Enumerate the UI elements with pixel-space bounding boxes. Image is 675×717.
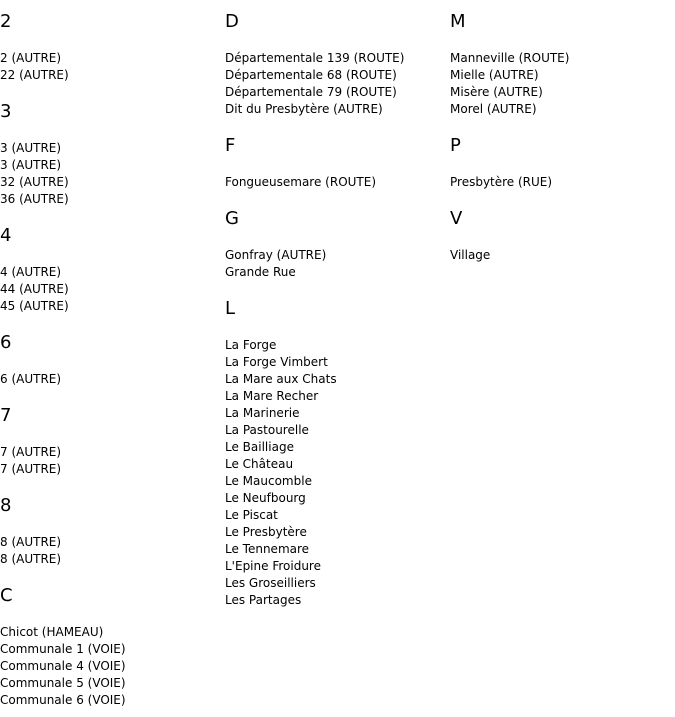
street-link[interactable]: Communale 6 (VOIE) bbox=[0, 693, 126, 707]
street-link[interactable]: Communale 1 (VOIE) bbox=[0, 642, 126, 656]
letter-heading: 8 bbox=[0, 495, 12, 516]
letter-heading: D bbox=[225, 11, 239, 32]
street-link[interactable]: Le Tennemare bbox=[225, 542, 310, 556]
street-link[interactable]: Morel (AUTRE) bbox=[450, 102, 537, 116]
street-list bbox=[0, 624, 220, 709]
street-list-item bbox=[0, 641, 220, 658]
street-link[interactable]: 3 (AUTRE) bbox=[0, 158, 62, 172]
street-list-item bbox=[225, 354, 445, 371]
street-list bbox=[225, 247, 445, 281]
letter-group bbox=[0, 225, 220, 315]
street-list-item bbox=[0, 658, 220, 675]
street-link[interactable]: La Forge Vimbert bbox=[225, 355, 328, 369]
street-link[interactable]: 45 (AUTRE) bbox=[0, 299, 69, 313]
letter-group bbox=[0, 332, 220, 388]
street-list-item bbox=[225, 473, 445, 490]
street-index-column-1 bbox=[0, 0, 220, 709]
street-link[interactable]: Grande Rue bbox=[225, 265, 296, 279]
letter-group bbox=[225, 208, 445, 281]
street-link[interactable]: Départementale 68 (ROUTE) bbox=[225, 68, 397, 82]
letter-group bbox=[225, 11, 445, 118]
street-link[interactable]: Le Neufbourg bbox=[225, 491, 306, 505]
letter-heading: C bbox=[0, 585, 13, 606]
street-link[interactable]: La Marinerie bbox=[225, 406, 300, 420]
street-list bbox=[0, 444, 220, 478]
street-list-item bbox=[225, 84, 445, 101]
street-list bbox=[225, 50, 445, 118]
street-list bbox=[450, 174, 670, 191]
letter-heading: 3 bbox=[0, 101, 12, 122]
letter-heading: F bbox=[225, 135, 236, 156]
letter-heading: 2 bbox=[0, 11, 12, 32]
street-link[interactable]: 32 (AUTRE) bbox=[0, 175, 69, 189]
street-list-item bbox=[0, 281, 220, 298]
street-link[interactable]: 6 (AUTRE) bbox=[0, 372, 62, 386]
street-link[interactable]: Le Piscat bbox=[225, 508, 278, 522]
street-list-item bbox=[225, 456, 445, 473]
street-list bbox=[0, 371, 220, 388]
street-link[interactable]: Gonfray (AUTRE) bbox=[225, 248, 327, 262]
street-list-item bbox=[0, 534, 220, 551]
street-list bbox=[0, 50, 220, 84]
letter-heading: L bbox=[225, 298, 236, 319]
letter-group bbox=[0, 585, 220, 709]
street-link[interactable]: 2 (AUTRE) bbox=[0, 51, 62, 65]
street-link[interactable]: Départementale 79 (ROUTE) bbox=[225, 85, 397, 99]
street-list-item bbox=[0, 298, 220, 315]
letter-group bbox=[0, 405, 220, 478]
street-list-item bbox=[225, 524, 445, 541]
street-link[interactable]: Manneville (ROUTE) bbox=[450, 51, 570, 65]
street-index-column-3 bbox=[450, 0, 670, 264]
street-list-item bbox=[225, 439, 445, 456]
street-list-item bbox=[225, 592, 445, 609]
street-list-item bbox=[225, 422, 445, 439]
letter-group bbox=[450, 208, 670, 264]
street-link[interactable]: 4 (AUTRE) bbox=[0, 265, 62, 279]
street-link[interactable]: Les Partages bbox=[225, 593, 302, 607]
street-list bbox=[450, 50, 670, 118]
street-link[interactable]: 7 (AUTRE) bbox=[0, 445, 62, 459]
street-list bbox=[0, 534, 220, 568]
street-list-item bbox=[225, 264, 445, 281]
street-link[interactable]: 3 (AUTRE) bbox=[0, 141, 62, 155]
letter-group bbox=[0, 495, 220, 568]
street-list-item bbox=[225, 101, 445, 118]
letter-group bbox=[0, 11, 220, 84]
street-list-item bbox=[0, 371, 220, 388]
street-list bbox=[225, 337, 445, 609]
street-link[interactable]: Le Château bbox=[225, 457, 294, 471]
street-list-item bbox=[450, 101, 670, 118]
letter-heading: G bbox=[225, 208, 239, 229]
street-list-item bbox=[450, 247, 670, 264]
street-link[interactable]: Mielle (AUTRE) bbox=[450, 68, 539, 82]
letter-group bbox=[450, 135, 670, 191]
street-list-item bbox=[0, 157, 220, 174]
street-link[interactable]: Départementale 139 (ROUTE) bbox=[225, 51, 405, 65]
letter-heading: M bbox=[450, 11, 466, 32]
street-list-item bbox=[450, 84, 670, 101]
letter-group bbox=[225, 298, 445, 609]
street-list-item bbox=[225, 575, 445, 592]
street-list bbox=[225, 174, 445, 191]
letter-group bbox=[0, 101, 220, 208]
street-link[interactable]: La Mare aux Chats bbox=[225, 372, 337, 386]
street-link[interactable]: 7 (AUTRE) bbox=[0, 462, 62, 476]
street-list-item bbox=[225, 371, 445, 388]
street-list-item bbox=[450, 67, 670, 84]
street-list-item bbox=[0, 624, 220, 641]
letter-heading: 7 bbox=[0, 405, 12, 426]
street-list-item bbox=[0, 67, 220, 84]
street-link[interactable]: Communale 4 (VOIE) bbox=[0, 659, 126, 673]
street-list-item bbox=[0, 140, 220, 157]
street-link[interactable]: Chicot (HAMEAU) bbox=[0, 625, 104, 639]
street-list-item bbox=[225, 405, 445, 422]
street-link[interactable]: Le Presbytère bbox=[225, 525, 307, 539]
street-list bbox=[0, 264, 220, 315]
street-list-item bbox=[0, 551, 220, 568]
street-list-item bbox=[225, 541, 445, 558]
street-list-item bbox=[450, 50, 670, 67]
street-link[interactable]: 36 (AUTRE) bbox=[0, 192, 69, 206]
street-link[interactable]: La Mare Recher bbox=[225, 389, 319, 403]
street-list-item bbox=[225, 558, 445, 575]
street-link[interactable]: 22 (AUTRE) bbox=[0, 68, 69, 82]
letter-group bbox=[450, 11, 670, 118]
street-link[interactable]: Presbytère (RUE) bbox=[450, 175, 553, 189]
street-list bbox=[0, 140, 220, 208]
street-link[interactable]: Communale 5 (VOIE) bbox=[0, 676, 126, 690]
street-link[interactable]: La Pastourelle bbox=[225, 423, 309, 437]
letter-heading: V bbox=[450, 208, 463, 229]
street-link[interactable]: Misère (AUTRE) bbox=[450, 85, 543, 99]
street-link[interactable]: Le Bailliage bbox=[225, 440, 294, 454]
street-list-item bbox=[0, 675, 220, 692]
street-link[interactable]: Village bbox=[450, 248, 491, 262]
street-list-item bbox=[0, 461, 220, 478]
street-link[interactable]: Le Maucomble bbox=[225, 474, 312, 488]
street-link[interactable]: Les Groseilliers bbox=[225, 576, 316, 590]
street-list-item bbox=[0, 50, 220, 67]
street-list-item bbox=[0, 174, 220, 191]
street-link[interactable]: L'Epine Froidure bbox=[225, 559, 321, 573]
street-list-item bbox=[225, 490, 445, 507]
street-list-item bbox=[225, 388, 445, 405]
street-list-item bbox=[0, 191, 220, 208]
street-index-column-2 bbox=[225, 0, 445, 609]
street-list-item bbox=[0, 444, 220, 461]
letter-heading: 4 bbox=[0, 225, 12, 246]
letter-group bbox=[225, 135, 445, 191]
street-link[interactable]: 8 (AUTRE) bbox=[0, 535, 62, 549]
street-list-item bbox=[225, 507, 445, 524]
street-link[interactable]: Dit du Presbytère (AUTRE) bbox=[225, 102, 383, 116]
street-list-item bbox=[225, 247, 445, 264]
street-link[interactable]: 8 (AUTRE) bbox=[0, 552, 62, 566]
street-link[interactable]: Fongueusemare (ROUTE) bbox=[225, 175, 377, 189]
street-list-item bbox=[225, 337, 445, 354]
street-list-item bbox=[450, 174, 670, 191]
street-list-item bbox=[225, 174, 445, 191]
letter-heading: P bbox=[450, 135, 461, 156]
letter-heading: 6 bbox=[0, 332, 12, 353]
street-list-item bbox=[225, 67, 445, 84]
street-list bbox=[450, 247, 670, 264]
street-link[interactable]: La Forge bbox=[225, 338, 277, 352]
street-list-item bbox=[0, 692, 220, 709]
street-list-item bbox=[225, 50, 445, 67]
street-list-item bbox=[0, 264, 220, 281]
street-link[interactable]: 44 (AUTRE) bbox=[0, 282, 69, 296]
